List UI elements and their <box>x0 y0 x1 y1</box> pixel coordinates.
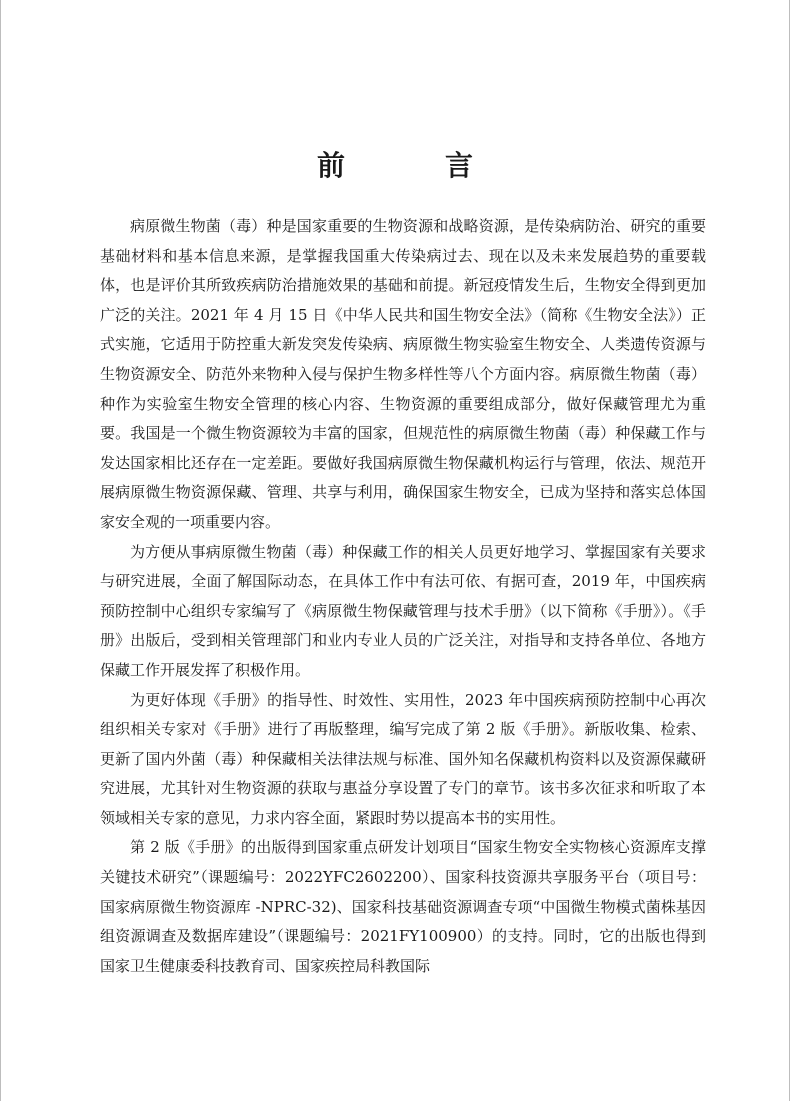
body-text <box>100 212 706 981</box>
paragraph-2: 为方便从事病原微生物菌（毒）种保藏工作的相关人员更好地学习、掌握国家有关要求与研究进展，全面了解国际动态，在具体工作中有法可依、有据可查，2019 年，中国疾病预防控制中心组织专家编写了《病原微生物保藏管理与技术手册》（以下简称《手册》）。《手册》出版后，受到相关管理部门和业内专业人员的广泛关注，对指导和支持各单位、各地方保藏工作开展发挥了积极作用。 <box>100 542 706 679</box>
paragraph-1: 病原微生物菌（毒）种是国家重要的生物资源和战略资源，是传染病防治、研究的重要基础材料和基本信息来源，是掌握我国重大传染病过去、现在以及未来发展趋势的重要载体，也是评价其所致疾病防治措施效果的基础和前提。新冠疫情发生后，生物安全得到更加广泛的关注。2021 年 4 月 15 日《中华人民共和国生物安全法》（简称《生物安全法》）正式实施，它适用于防控重大新发突发传染病、病原微生物实验室生物安全、人类遗传资源与生物资源安全、防范外来物种入侵与保护生物多样性等八个方面内容。病原微生物菌（毒）种作为实验室生物安全管理的核心内容、生物资源的重要组成部分，做好保藏管理尤为重要。我国是一个微生物资源较为丰富的国家，但规范性的病原微生物菌（毒）种保藏工作与发达国家相比还存在一定差距。要做好我国病原微生物保藏机构运行与管理，依法、规范开展病原微生物资源保藏、管理、共享与利用，确保国家生物安全，已成为坚持和落实总体国家安全观的一项重要内容。 <box>100 217 706 531</box>
paragraph-4: 第 2 版《手册》的出版得到国家重点研发计划项目“国家生物安全实物核心资源库支撑关键技术研究”（课题编号：2022YFC2602200）、国家科技资源共享服务平台（项目号：国家病原微生物资源库 -NPRC-32)、国家科技基础资源调查专项“中国微生物模式菌株基因组资源调查及数据库建设”（课题编号：2021FY100900）的支持。同时，它的出版也得到国家卫生健康委科技教育司、国家疾控局科教国际 <box>100 838 706 975</box>
page-title: 前 言 <box>316 149 509 182</box>
paragraph-3: 为更好体现《手册》的指导性、时效性、实用性，2023 年中国疾病预防控制中心再次组织相关专家对《手册》进行了再版整理，编写完成了第 2 版《手册》。新版收集、检索、更新了国内外菌（毒）种保藏相关法律法规与标准、国外知名保藏机构资料以及资源保藏研究进展，尤其针对生物资源的获取与惠益分享设置了专门的章节。该书多次征求和听取了本领域相关专家的意见，力求内容全面，紧跟时势以提高本书的实用性。 <box>100 690 706 827</box>
